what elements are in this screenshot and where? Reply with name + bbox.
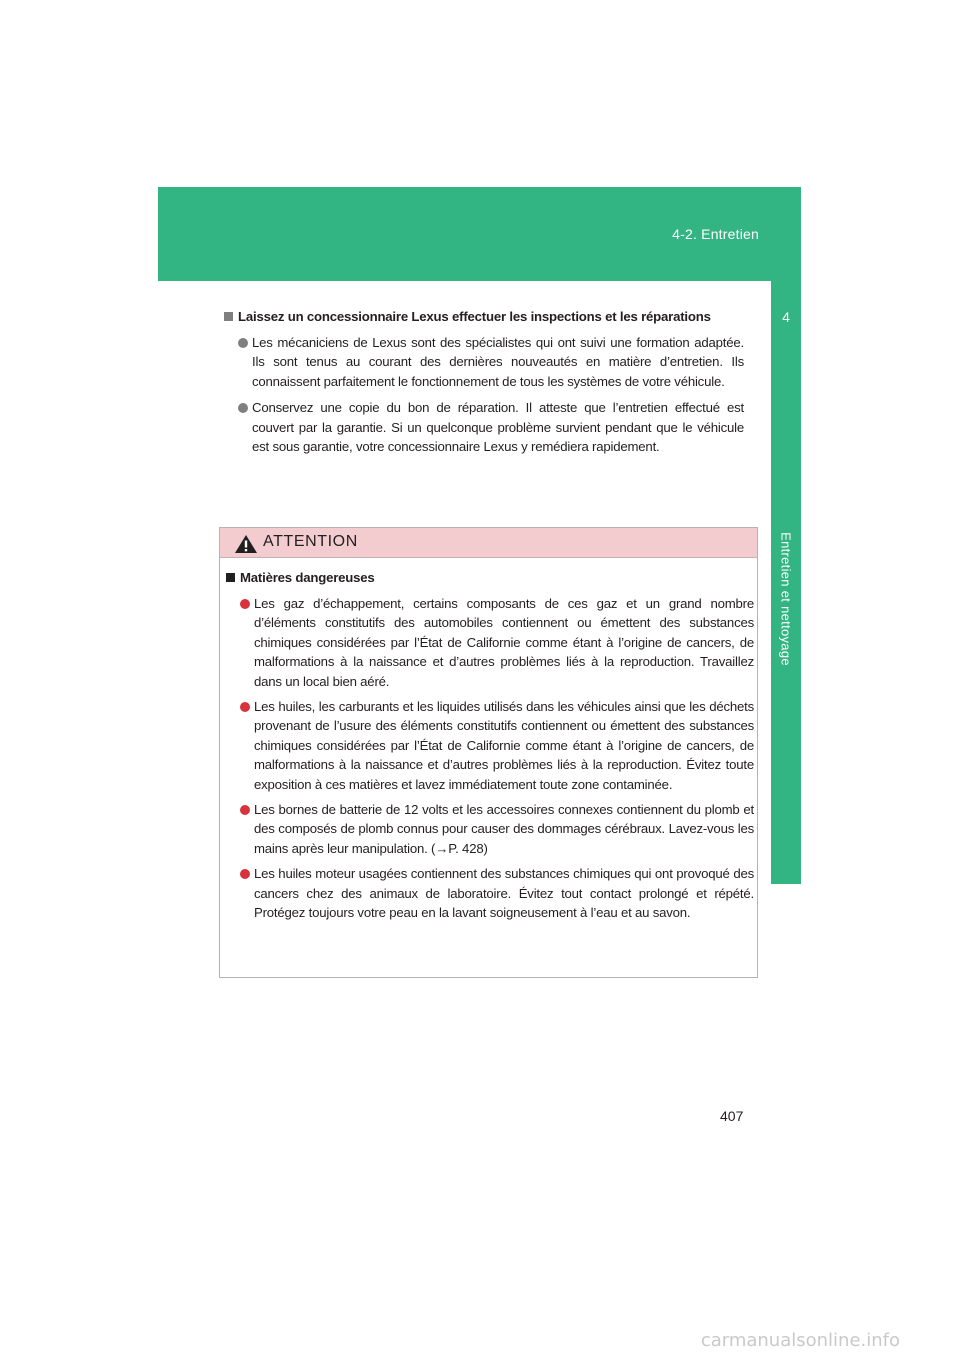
- list-item: [226, 800, 754, 858]
- list-item-text: Conservez une copie du bon de réparation. Il atteste que l’entretien effectué est couvert par la garantie. Si un quelconque problème survient pendant que le véhicule est sous garantie, votre concessionnaire Lexus y remédiera rapidement.: [252, 400, 744, 455]
- chapter-tab-number[interactable]: [771, 281, 801, 349]
- round-bullet-icon: [238, 403, 248, 413]
- list-item-text: Les mécaniciens de Lexus sont des spécialistes qui ont suivi une formation adaptée. Ils sont tenus au courant des dernières nouveautés en matière d’entretien. Ils connaissent parfaitement le fonctionnement de tous les systèmes de votre véhicule.: [252, 335, 744, 389]
- section-heading: [224, 307, 744, 327]
- list-item: [224, 398, 744, 456]
- round-bullet-icon: [240, 869, 250, 879]
- section-heading-text: Laissez un concessionnaire Lexus effectuer les inspections et les réparations: [238, 309, 711, 324]
- chapter-tab-label[interactable]: [771, 349, 801, 884]
- page-number: 407: [720, 1108, 744, 1124]
- list-item-text: Les bornes de batterie de 12 volts et les accessoires connexes contiennent du plomb et des composés de plomb connus pour causer des dommages cérébraux. Lavez-vous les mains après leur manipulation. (→P. 428): [254, 802, 754, 856]
- warning-heading-text: Matières dangereuses: [240, 570, 375, 585]
- warning-body: [226, 568, 754, 929]
- warning-title: ATTENTION: [263, 533, 358, 550]
- round-bullet-icon: [240, 702, 250, 712]
- list-item: [226, 864, 754, 922]
- round-bullet-icon: [240, 805, 250, 815]
- header-band: [158, 187, 801, 281]
- square-bullet-icon: [226, 573, 235, 582]
- main-content: [224, 307, 744, 463]
- list-item: [226, 594, 754, 691]
- round-bullet-icon: [240, 599, 250, 609]
- chapter-number: 4: [782, 309, 790, 325]
- warning-triangle-icon: [234, 534, 258, 554]
- section-title: 4-2. Entretien: [672, 226, 759, 242]
- chapter-label: Entretien et nettoyage: [778, 532, 794, 666]
- list-item-text: Les gaz d’échappement, certains composants de ces gaz et un grand nombre d’éléments constitutifs des automobiles contiennent ou émettent des substances chimiques considérées par l’État de Californie comme étant à l’origine de cancers, de malformations à la naissance et d’autres problèmes liés à la reproduction. Travaillez dans un local bien aéré.: [254, 596, 754, 689]
- warning-heading: [226, 568, 754, 588]
- warning-header: [220, 528, 757, 558]
- watermark: carmanualsonline.info: [700, 1330, 900, 1351]
- list-item: [224, 333, 744, 391]
- square-bullet-icon: [224, 312, 233, 321]
- list-item-text: Les huiles moteur usagées contiennent des substances chimiques qui ont provoqué des cancers chez des animaux de laboratoire. Évitez tout contact prolongé et répété. Protégez toujours votre peau en la lavant soigneusement à l’eau et au savon.: [254, 866, 754, 921]
- list-item: [226, 697, 754, 794]
- round-bullet-icon: [238, 338, 248, 348]
- warning-box: [219, 527, 758, 978]
- list-item-text: Les huiles, les carburants et les liquides utilisés dans les véhicules ainsi que les déchets provenant de l’usure des éléments constitutifs contiennent ou émettent des substances chimiques considérées par l’État de Californie comme étant à l’origine de cancers, de malformations à la naissance et d’autres problèmes liés à la reproduction. Évitez toute exposition à ces matières et lavez immédiatement toute zone contaminée.: [254, 699, 754, 792]
